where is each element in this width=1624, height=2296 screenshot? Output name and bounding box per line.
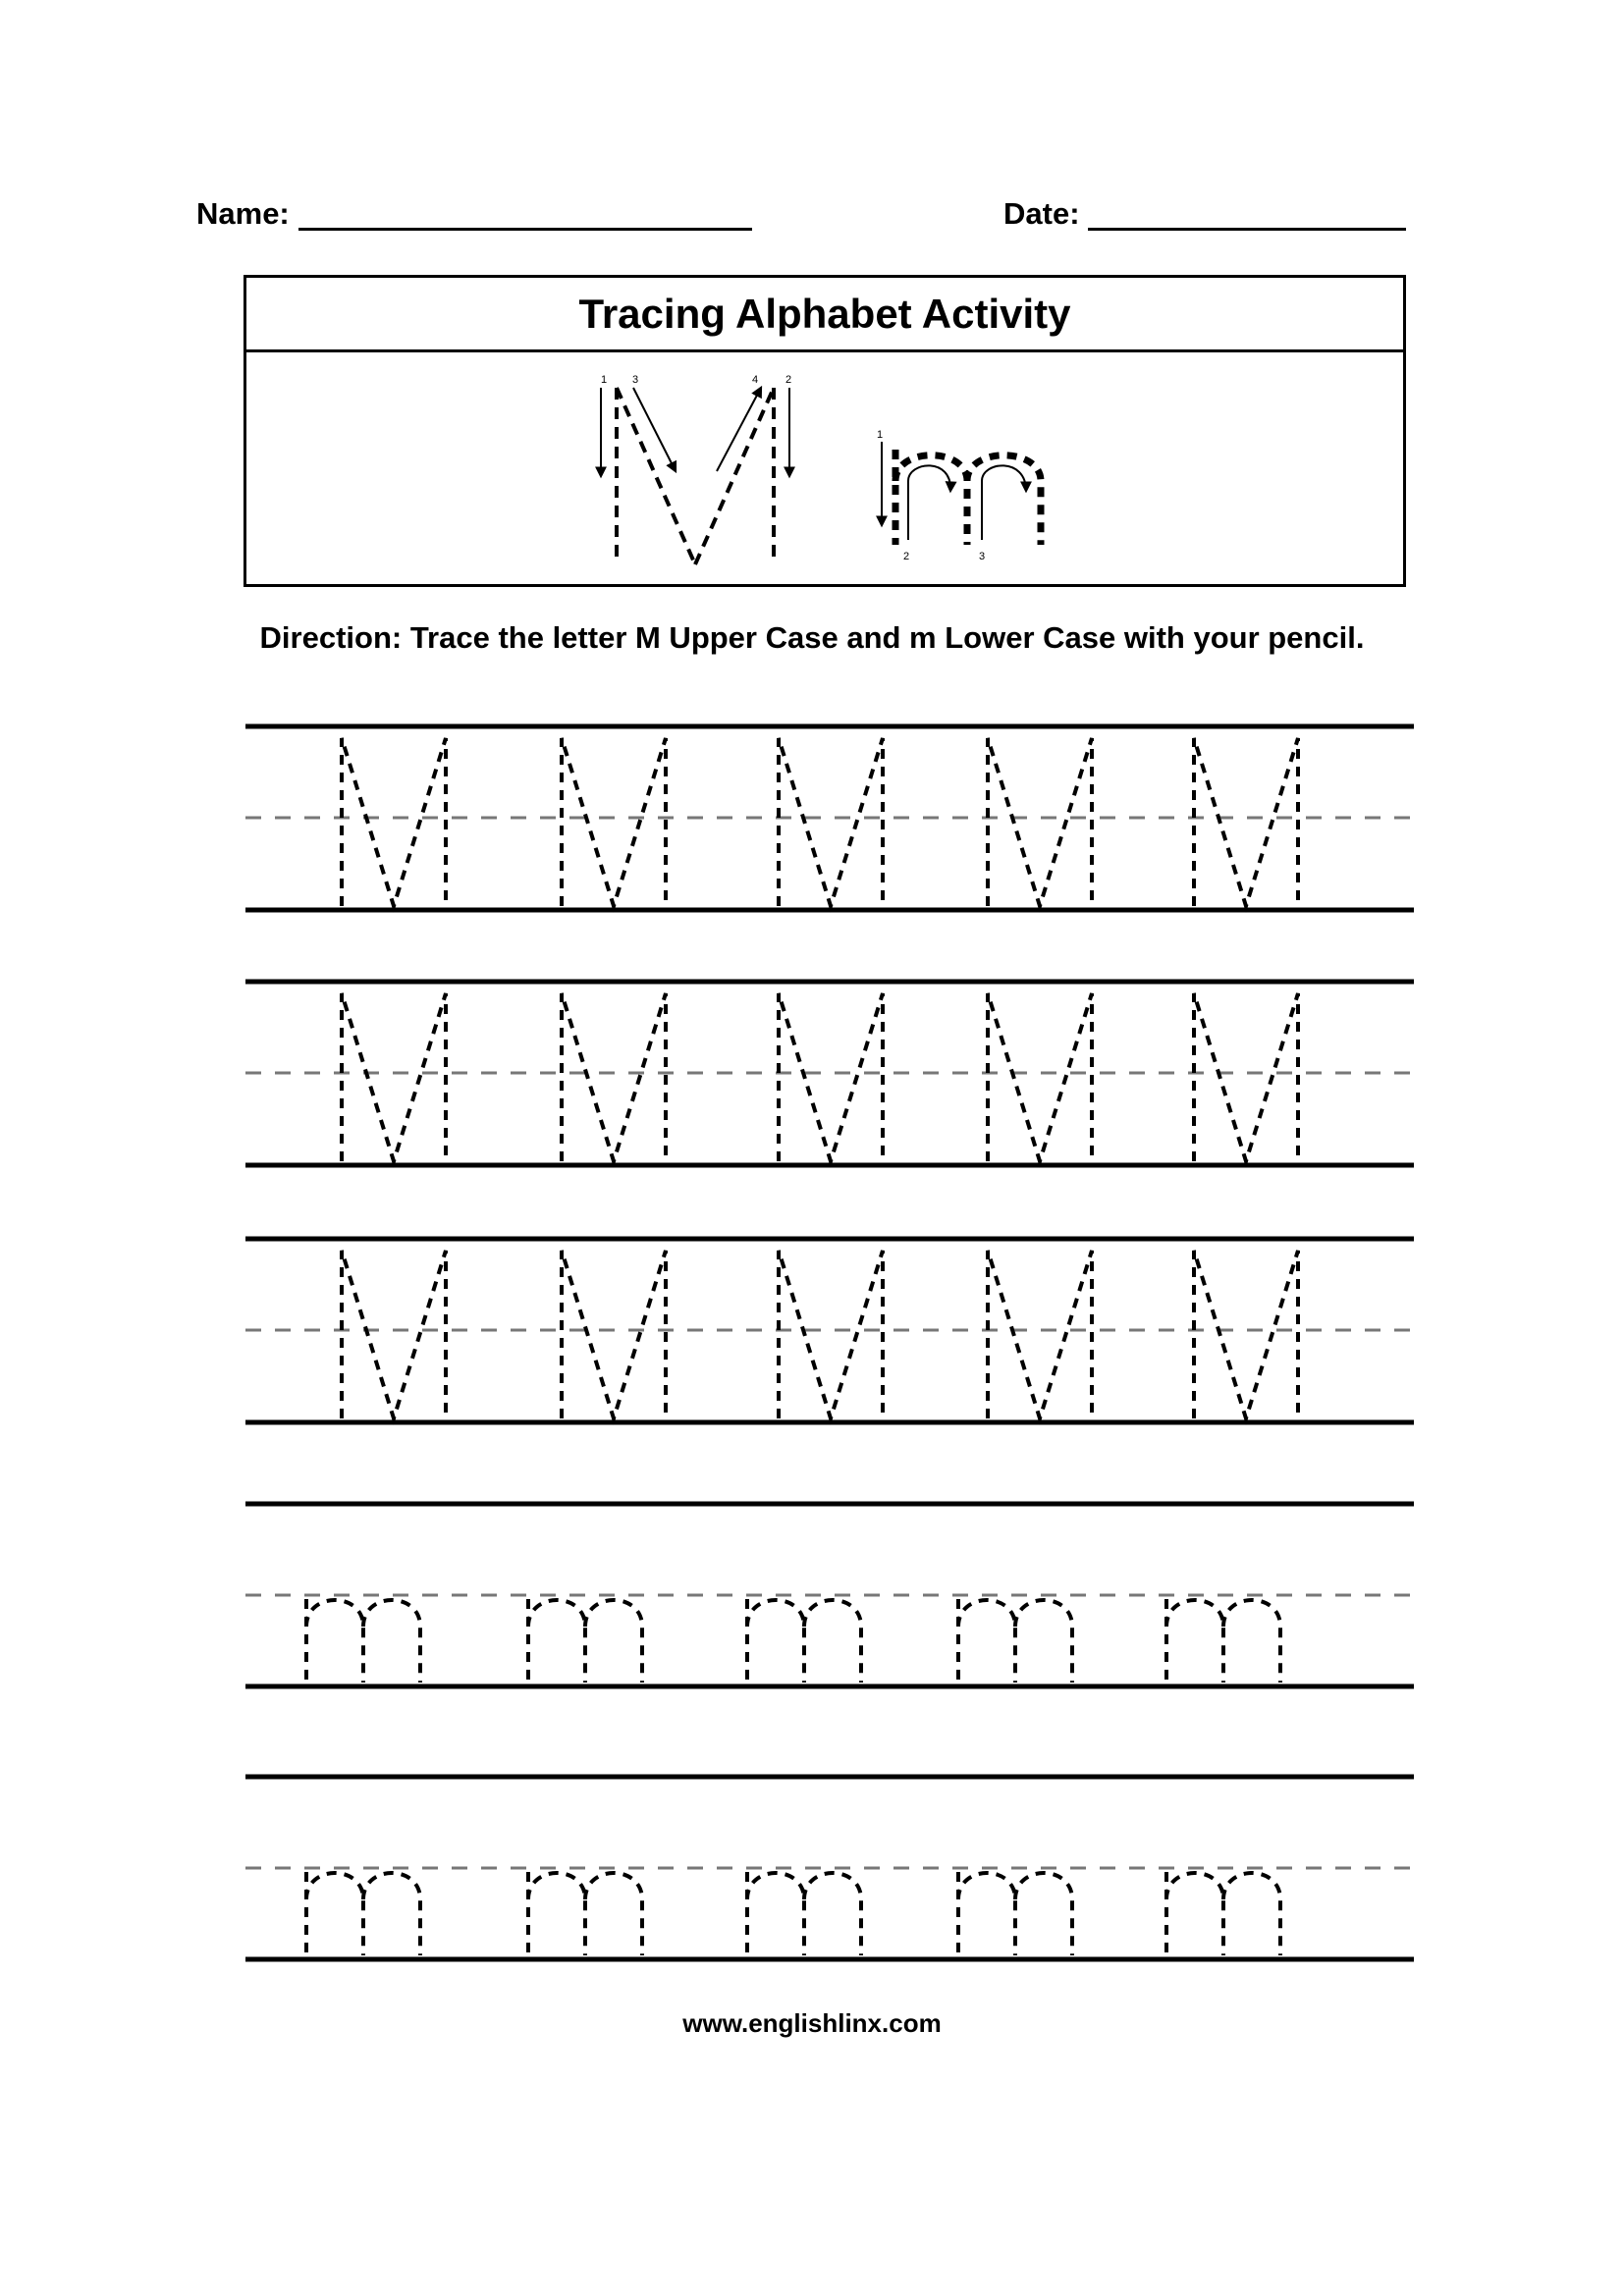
- demo-lowercase-m: [895, 450, 1041, 545]
- traceable-uppercase-m[interactable]: [562, 1251, 666, 1418]
- uppercase-practice-row: [245, 982, 1414, 1165]
- traceable-lowercase-m[interactable]: [1166, 1872, 1280, 1955]
- demo-uppercase-stroke-numbers: [601, 374, 791, 386]
- traceable-uppercase-m[interactable]: [562, 993, 666, 1161]
- stroke-number: 1: [601, 374, 608, 386]
- traceable-lowercase-m[interactable]: [958, 1872, 1072, 1955]
- traceable-uppercase-m[interactable]: [1194, 738, 1298, 906]
- traceable-uppercase-m[interactable]: [1194, 993, 1298, 1161]
- traceable-uppercase-m[interactable]: [342, 738, 446, 906]
- lowercase-practice-row: [245, 1777, 1414, 1959]
- traceable-lowercase-m[interactable]: [306, 1872, 420, 1955]
- traceable-uppercase-m[interactable]: [988, 1251, 1092, 1418]
- traceable-uppercase-m[interactable]: [779, 738, 883, 906]
- traceable-lowercase-m[interactable]: [958, 1599, 1072, 1682]
- traceable-uppercase-m[interactable]: [342, 993, 446, 1161]
- direction-text: Direction: Trace the letter M Upper Case and m Lower Case with your pencil.: [259, 620, 1365, 655]
- traceable-uppercase-m[interactable]: [779, 993, 883, 1161]
- traceable-lowercase-m[interactable]: [306, 1599, 420, 1682]
- stroke-number: 1: [877, 429, 884, 441]
- traceable-uppercase-m[interactable]: [988, 738, 1092, 906]
- stroke-number: 3: [632, 374, 639, 386]
- date-label: Date:: [1003, 196, 1080, 231]
- uppercase-practice-row: [245, 1239, 1414, 1422]
- lowercase-practice-row: [245, 1504, 1414, 1686]
- traceable-lowercase-m[interactable]: [747, 1599, 861, 1682]
- stroke-number: 4: [752, 374, 759, 386]
- traceable-lowercase-m[interactable]: [528, 1872, 642, 1955]
- demo-uppercase-m: [617, 388, 774, 564]
- stroke-number: 2: [785, 374, 792, 386]
- demo-lowercase-m-arrows: [882, 442, 1026, 540]
- uppercase-practice-row: [245, 726, 1414, 910]
- traceable-uppercase-m[interactable]: [342, 1251, 446, 1418]
- traceable-uppercase-m[interactable]: [779, 1251, 883, 1418]
- stroke-number: 3: [979, 551, 986, 562]
- activity-title: Tracing Alphabet Activity: [578, 290, 1071, 337]
- footer-website: www.englishlinx.com: [682, 2008, 942, 2038]
- traceable-uppercase-m[interactable]: [988, 993, 1092, 1161]
- traceable-uppercase-m[interactable]: [562, 738, 666, 906]
- traceable-uppercase-m[interactable]: [1194, 1251, 1298, 1418]
- traceable-lowercase-m[interactable]: [747, 1872, 861, 1955]
- traceable-lowercase-m[interactable]: [528, 1599, 642, 1682]
- name-label: Name:: [196, 196, 290, 231]
- demo-uppercase-m-arrows: [601, 388, 789, 476]
- stroke-number: 2: [903, 551, 910, 562]
- traceable-lowercase-m[interactable]: [1166, 1599, 1280, 1682]
